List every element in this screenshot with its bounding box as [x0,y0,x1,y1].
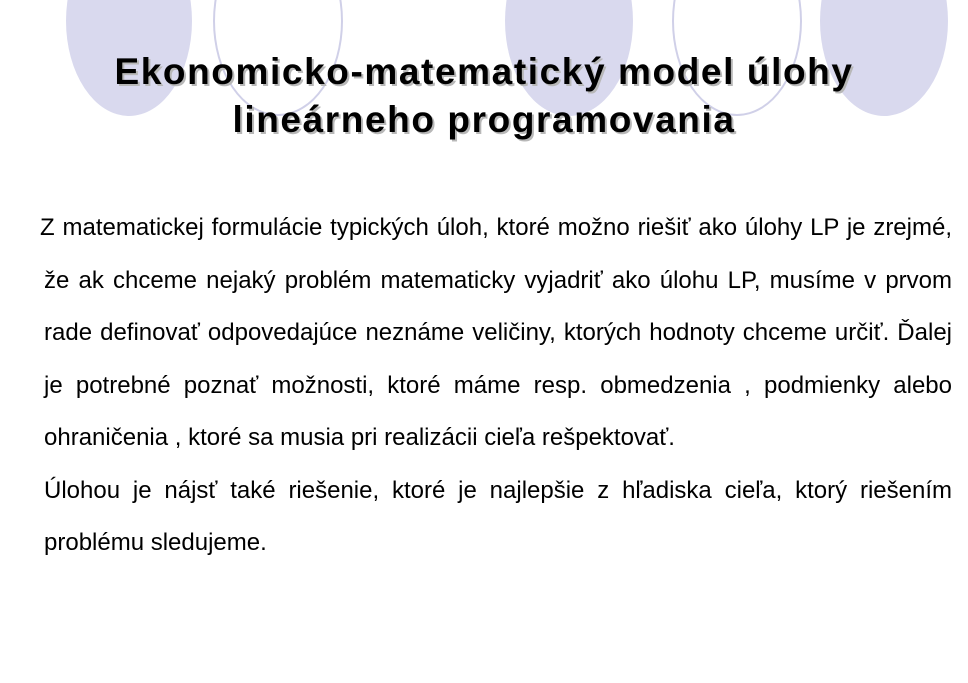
slide-title [0,48,968,144]
slide-body [40,202,952,570]
title-line-2: lineárneho programovania [232,99,736,140]
paragraph-2: Úlohou je nájsť také riešenie, ktoré je najlepšie z hľadiska cieľa, ktorý riešením problému sledujeme. [44,476,952,556]
title-line-1: Ekonomicko-matematický model úlohy [114,51,854,92]
paragraph-1: Z matematickej formulácie typických úloh, ktoré možno riešiť ako úlohy LP je zrejmé, že ak chceme nejaký problém matematicky vyjadriť ako úlohu LP, musíme v prvom rade definovať odpovedajúce neznáme veličiny, ktorých hodnoty chceme určiť. Ďalej je potrebné poznať možnosti, ktoré máme resp. obmedzenia , podmienky alebo ohraničenia , ktoré sa musia pri realizácii cieľa rešpektovať. [40,214,952,451]
